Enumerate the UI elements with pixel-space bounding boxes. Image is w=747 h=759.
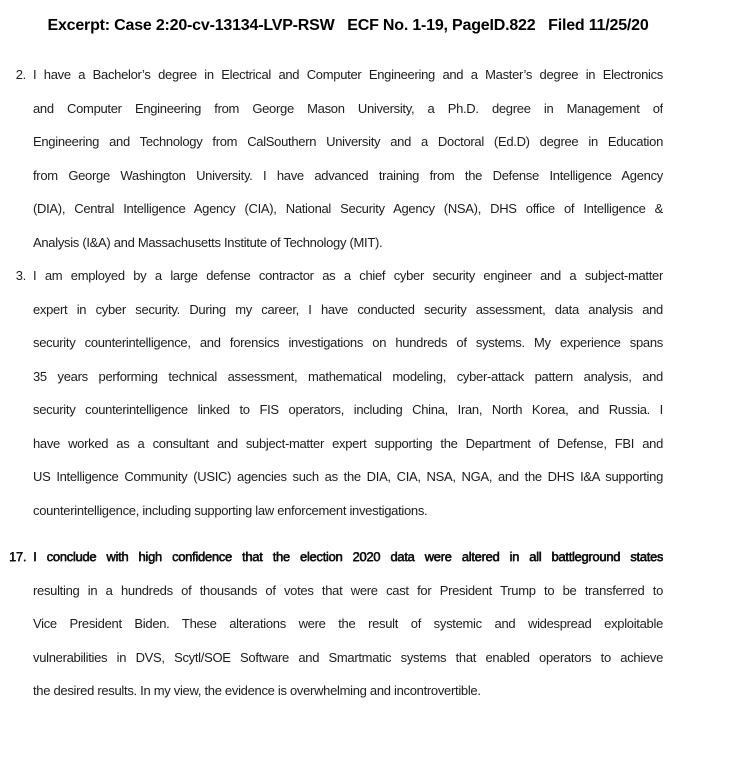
paragraph-number: 3. [15,268,26,283]
document-header [33,17,663,35]
paragraph-3 [15,259,663,527]
paragraph-text-line: Engineering and Technology from CalSouthern University and a Doctoral (Ed.D) degree in Education [33,134,663,149]
paragraph-number: 17. [8,549,26,564]
paragraph-text-line: and Computer Engineering from George Mason University, a Ph.D. degree in Management of [33,100,663,116]
paragraph-text-line: Vice President Biden. These alterations were the result of systemic and widespread exploitable [33,616,663,631]
paragraph-text-line: from George Washington University. I have advanced training from the Defense Intelligence Agency [33,167,663,183]
paragraph-text-line: Analysis (I&A) and Massachusetts Institute of Technology (MIT). [33,234,383,250]
paragraph-text-line: counterintelligence, including supporting law enforcement investigations. [33,502,428,518]
paragraph-text-line: resulting in a hundreds of thousands of votes that were cast for President Trump to be transferred to [33,582,663,598]
paragraph-text-line: vulnerabilities in DVS, Scytl/SOE Software and Smartmatic systems that enabled operators to achieve [33,649,663,665]
paragraph-text-line: the desired results. In my view, the evidence is overwhelming and incontrovertible. [33,683,481,698]
paragraph-list [0,58,747,708]
paragraph-text-line: (DIA), Central Intelligence Agency (CIA), National Security Agency (NSA), DHS office of Intelligence & [33,201,663,216]
paragraph-text-line: security counterintelligence linked to FIS operators, including China, Iran, North Korea, and Russia. I [33,402,663,417]
paragraph-text-line: 35 years performing technical assessment, mathematical modeling, cyber-attack pattern analysis, and [33,368,663,384]
paragraph-text-line: I am employed by a large defense contractor as a chief cyber security engineer and a subject-matter [33,268,663,283]
paragraph-text-line: have worked as a consultant and subject-matter expert supporting the Department of Defense, FBI and [33,435,663,451]
paragraph-17 [8,540,663,708]
paragraph-text-line: US Intelligence Community (USIC) agencies such as the DIA, CIA, NSA, NGA, and the DHS I&A supporting [33,469,663,484]
paragraph-text-line: I conclude with high confidence that the election 2020 data were altered in all battleground states [33,549,663,564]
paragraph-number: 2. [15,67,26,82]
case-caption-title: Excerpt: Case 2:20-cv-13134-LVP-RSW ECF No. 1-19, PageID.822 Filed 11/25/20 [47,17,649,34]
paragraph-text-line: I have a Bachelor’s degree in Electrical and Computer Engineering and a Master’s degree in Electronics [33,67,663,82]
paragraph-2 [15,58,663,259]
paragraph-text-line: security counterintelligence, and forensics investigations on hundreds of systems. My experience spans [33,335,663,350]
paragraph-text-line: expert in cyber security. During my career, I have conducted security assessment, data analysis and [33,301,663,317]
